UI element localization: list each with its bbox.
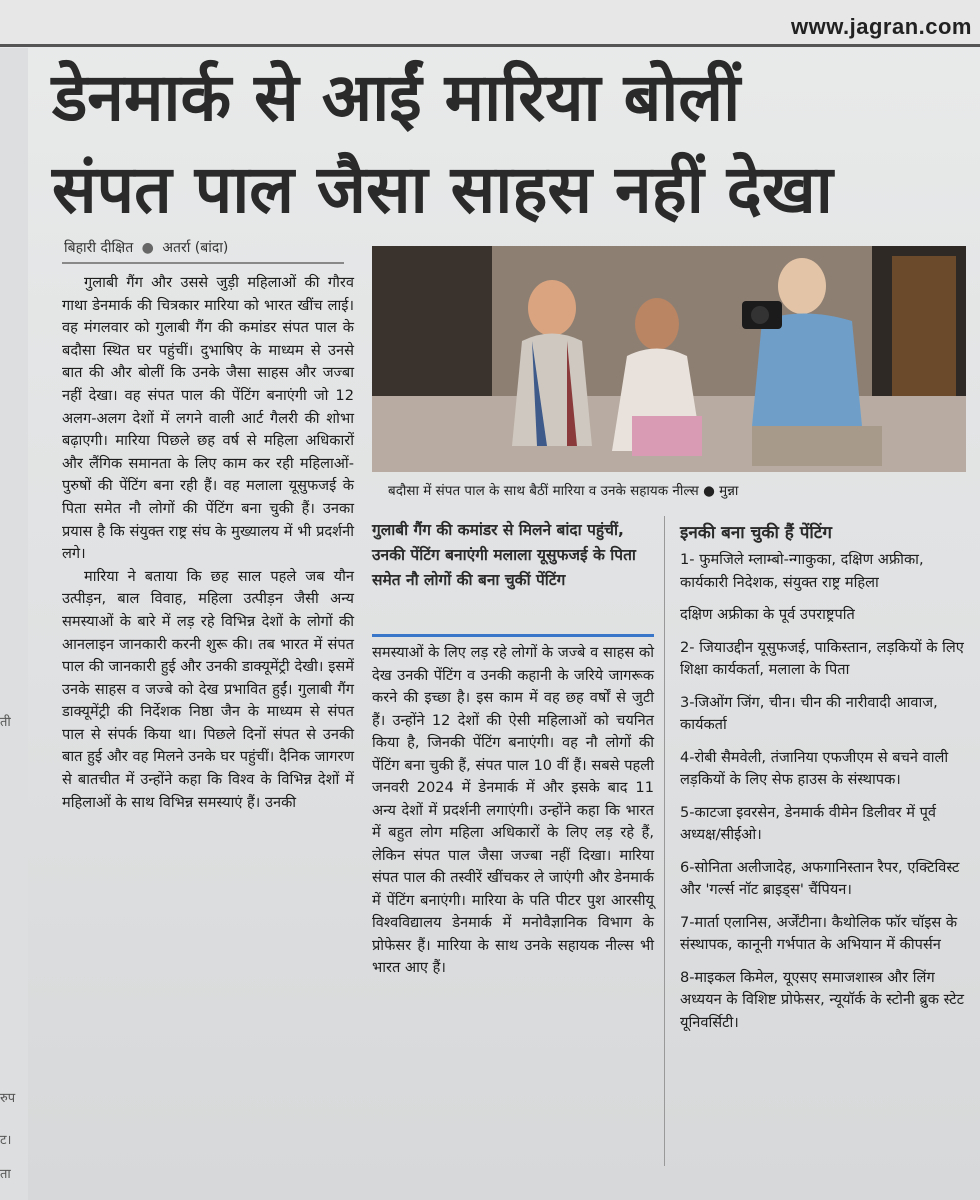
article-paragraph: गुलाबी गैंग और उससे जुड़ी महिलाओं की गौरव गाथा डेनमार्क की चित्रकार मारिया को भारत खींच लाई। वह मंगलवार को गुलाबी गैंग की कमांडर संपत पाल के बदौसा स्थित घर पहुंचीं। दुभाषिए के माध्यम से उनसे बात की और बोलीं कि उनके जैसा साहस और जज्बा नहीं देखा। वह संपत पाल की पेंटिंग बनाएंगी जो 12 अलग-अलग देशों में लगने वाली आर्ट गैलरी की शोभा बढ़ाएगी। मारिया पिछले छह वर्ष से महिला अधिकारों और लैंगिक समानता के लिए काम कर रही महिलाओं-पुरुषों की पेंटिंग बना रही हैं। वह मलाला यूसुफजई के पिता समेत नौ लोगों की पेंटिंग बना चुकी हैं। उनका प्रयास है कि संयुक्त राष्ट्र संघ के मुख्यालय में भी प्रदर्शनी लगे।: [62, 274, 354, 563]
subheadline: गुलाबी गैंग की कमांडर से मिलने बांदा पहुंचीं, उनकी पेंटिंग बनाएंगी मलाला यूसुफजई के पिता समेत नौ लोगों की बना चुकीं पेंटिंग: [372, 521, 636, 589]
byline-author: बिहारी दीक्षित: [64, 240, 134, 256]
article-paragraph: समस्याओं के लिए लड़ रहे लोगों के जज्बे व साहस को देख उनकी पेंटिंग व उनकी कहानी के जरिये जागरूक करने की इच्छा है। इस काम में वह छह वर्षों से जुटी हैं। उन्होंने 12 देशों की ऐसी महिलाओं को चयनित किया है, जिनकी पेंटिंग बनाएंगी। वह नौ लोगों की पेंटिंग बना चुकी हैं, संपत पाल 10 वीं हैं। सबसे पहली जनवरी 2024 में डेनमार्क में और इसके बाद 11 अन्य देशों में प्रदर्शनी लगाएंगी। उन्होंने कहा कि भारत में बहुत लोग महिला अधिकारों के लिए लड़ रहे हैं, लेकिन संपत पाल जैसा जज्बा नहीं दिखा। मारिया संपत पाल की तस्वीरें खींचकर ले जाएंगी और डेनमार्क में पेंटिंग बनाएंगी। मारिया के पति पीटर पुश आरसीयू विश्वविद्यालय डेनमार्क में मनोवैज्ञानिक विभाग के प्रोफेसर हैं। मारिया के साथ उनके सहायक नील्स भी भारत आए हैं।: [372, 644, 654, 976]
byline-rule: [62, 262, 344, 264]
caption-text: बदौसा में संपत पाल के साथ बैठीं मारिया व उनके सहायक नील्स: [388, 483, 699, 499]
edge-fragment: ती: [0, 715, 11, 730]
byline: [64, 238, 228, 257]
edge-fragment: ट।: [0, 1133, 12, 1148]
sidebar-item: 6-सोनिता अलीजादेह, अफगानिस्तान रैपर, एक्टिविस्ट और 'गर्ल्स नॉट ब्राइड्स' चैंपियन।: [680, 858, 960, 898]
article-paragraph: मारिया ने बताया कि छह साल पहले जब यौन उत्पीड़न, बाल विवाह, महिला उत्पीड़न जैसी अन्य समस्याओं के बारे में लड़ रहे विभिन्न देशों के लोगों की आनलाइन जानकारी करनी शुरू की। तब भारत में संपत पाल की जानकारी हुई और उनकी डाक्यूमेंट्री देखी। इसमें उनके साहस व जज्बे को देख प्रभावित हुईं। गुलाबी गैंग डाक्यूमेंट्री की निर्देशक निष्ठा जैन के माध्यम से संपत पाल से संपर्क किया था। पिछले दिनों संपत से उनकी बात हुई और वह मिलने उनके घर पहुंचीं। दैनिक जागरण से बातचीत में उन्होंने कहा कि विश्व के विभिन्न देशों में महिलाओं के साथ विभिन्न समस्याएं हैं। उनकी: [62, 567, 354, 811]
top-strip: [0, 0, 980, 47]
edge-fragment: ता: [0, 1167, 11, 1182]
subhead-rule: [372, 634, 654, 637]
caption-credit: मुन्ना: [719, 483, 739, 499]
site-url: www.jagran.com: [790, 14, 972, 39]
edge-fragment: रुप: [0, 1091, 16, 1106]
photo-caption: [388, 481, 948, 499]
headline-line-1: डेनमार्क से आईं मारिया बोलीं: [52, 59, 741, 136]
headline: [52, 52, 972, 236]
article-column-1: [62, 272, 354, 814]
adjacent-column-edge: [0, 48, 28, 1200]
sidebar-list: [680, 549, 964, 1044]
headline-line-2: संपत पाल जैसा साहस नहीं देखा: [52, 151, 833, 228]
sidebar-item: 3-जिओंग जिंग, चीन। चीन की नारीवादी आवाज, कार्यकर्ता: [680, 693, 938, 733]
sidebar-item: दक्षिण अफ्रीका के पूर्व उपराष्ट्रपति: [680, 606, 855, 623]
sidebar-item: 8-माइकल किमेल, यूएसए समाजशास्त्र और लिंग अध्ययन के विशिष्ट प्रोफेसर, न्यूयॉर्क के स्टोनी ब्रुक स्टेट यूनिवर्सिटी।: [680, 968, 964, 1031]
column-divider: [664, 516, 665, 1166]
news-photo: [372, 246, 966, 472]
photo-illustration: [372, 246, 966, 472]
byline-location: अतर्रा (बांदा): [162, 240, 229, 256]
sidebar-item: 7-मार्ता एलानिस, अर्जेंटीना। कैथोलिक फॉर चॉइस के संस्थापक, कानूनी गर्भपात के अभियान में कीपर्सन: [680, 913, 958, 953]
sidebar-item: 2- जियाउद्दीन यूसुफजई, पाकिस्तान, लड़कियों के लिए शिक्षा कार्यकर्ता, मलाला के पिता: [680, 638, 964, 678]
bullet-icon: ●: [703, 483, 720, 499]
article-column-2: [372, 642, 654, 980]
sidebar-item: 1- फुमजिले म्लाम्बो-न्गाकुका, दक्षिण अफ्रीका, कार्यकारी निदेशक, संयुक्त राष्ट्र महिला: [680, 551, 924, 591]
bullet-icon: ●: [141, 240, 154, 256]
sidebar-item: 5-काटजा इवरसेन, डेनमार्क वीमेन डिलीवर में पूर्व अध्यक्ष/सीईओ।: [680, 803, 937, 843]
sidebar-title: इनकी बना चुकी हैं पेंटिंग: [680, 523, 832, 543]
sidebar-item: 4-रोबी सैमवेली, तंजानिया एफजीएम से बचने वाली लड़कियों के लिए सेफ हाउस के संस्थापक।: [680, 748, 949, 788]
